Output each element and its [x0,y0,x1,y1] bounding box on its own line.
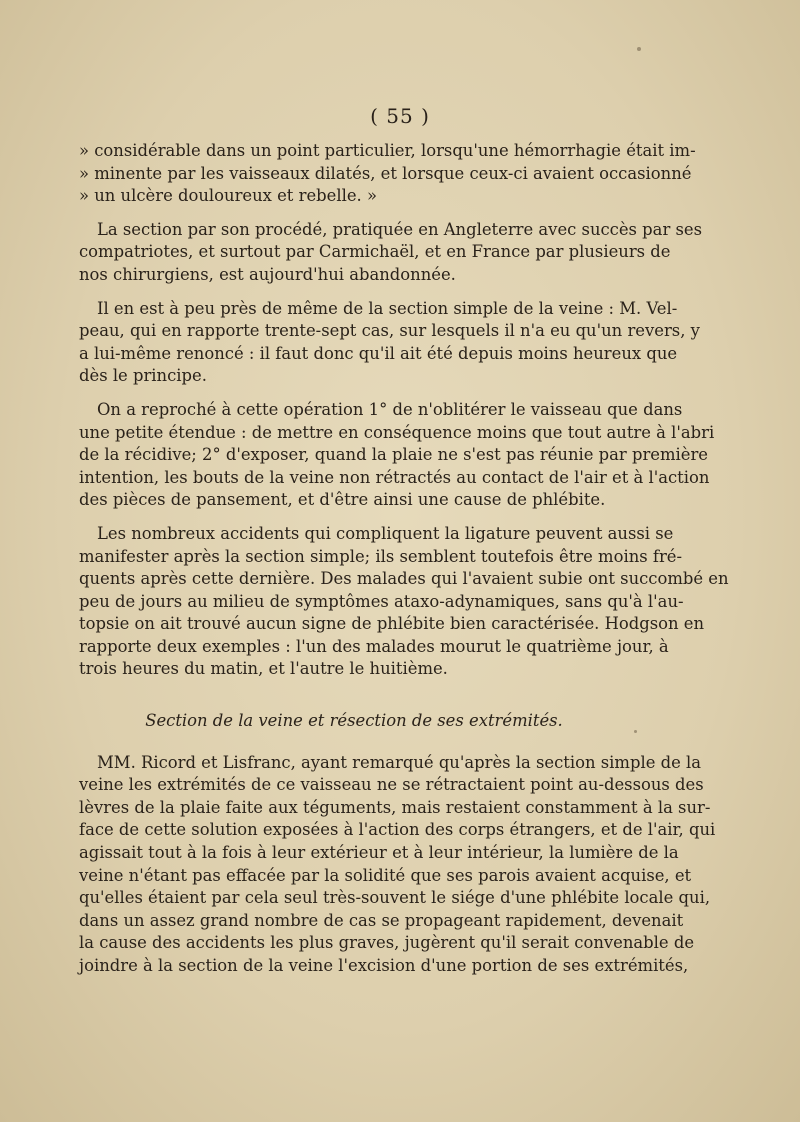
text-line: veine n'étant pas effacée par la solidité que ses parois avaient acquise, et [79,865,692,885]
text-line: peu de jours au milieu de symptômes ataxo-adynamiques, sans qu'à l'au- [79,591,684,611]
text-line: peau, qui en rapporte trente-sept cas, sur lesquels il n'a eu qu'un revers, y [79,321,700,341]
text-line: de la récidive; 2° d'exposer, quand la plaie ne s'est pas réunie par première [79,445,709,465]
page-number: ( 55 ) [370,104,430,128]
text-line: compatriotes, et surtout par Carmichaël, et en France par plusieurs de [79,242,671,262]
text-line: lèvres de la plaie faite aux téguments, mais restaient constamment à la sur- [79,797,711,817]
text-line: dès le principe. [79,366,207,386]
paper-speck [637,47,641,51]
text-line: des pièces de pansement, et d'être ainsi une cause de phlébite. [79,490,606,510]
paragraph-3 [79,298,700,388]
text-line: qu'elles étaient par cela seul très-souvent le siége d'une phlébite locale qui, [79,888,711,908]
body-text [79,140,729,978]
text-line: veine les extrémités de ce vaisseau ne se rétractaient point au-dessous des [79,775,704,795]
section-heading: Section de la veine et résection de ses extrémités. [145,711,563,731]
paragraph-6 [79,752,716,978]
text-line: dans un assez grand nombre de cas se propageant rapidement, devenait [79,910,684,930]
text-line: manifester après la section simple; ils semblent toutefois être moins fré- [79,546,683,566]
paragraph-2 [79,219,703,287]
text-line: agissait tout à la fois à leur extérieur et à leur intérieur, la lumière de la [79,843,679,863]
text-line: joindre à la section de la veine l'excision d'une portion de ses extrémités, [79,956,689,975]
text-line: intention, les bouts de la veine non rétractés au contact de l'air et à l'action [79,467,710,487]
text-line: a lui-même renoncé : il faut donc qu'il ait été depuis moins heureux que [79,343,678,363]
text-line: La section par son procédé, pratiquée en Angleterre avec succès par ses [97,219,703,239]
text-line: Les nombreux accidents qui compliquent la ligature peuvent aussi se [97,523,674,543]
text-line: nos chirurgiens, est aujourd'hui abandonnée. [79,264,456,284]
text-line: quents après cette dernière. Des malades qui l'avaient subie ont succombé en [79,569,729,589]
text-line: topsie on ait trouvé aucun signe de phlébite bien caractérisée. Hodgson en [79,614,705,634]
text-line: » considérable dans un point particulier, lorsqu'une hémorrhagie était im- [79,141,696,160]
text-line: On a reproché à cette opération 1° de n'oblitérer le vaisseau que dans [97,399,683,419]
paragraph-1 [79,140,696,208]
text-line: trois heures du matin, et l'autre le huitième. [79,659,448,679]
text-line: face de cette solution exposées à l'action des corps étrangers, et de l'air, qui [79,820,716,840]
paper-speck [634,730,637,733]
text-line: Il en est à peu près de même de la section simple de la veine : M. Vel- [97,298,678,318]
paragraph-5 [79,523,729,681]
text-line: » minente par les vaisseaux dilatés, et lorsque ceux-ci avaient occasionné [79,163,692,183]
paragraph-4 [79,399,715,512]
text-line: » un ulcère douloureux et rebelle. » [79,186,377,206]
text-line: rapporte deux exemples : l'un des malades mourut le quatrième jour, à [79,636,669,656]
text-line: MM. Ricord et Lisfranc, ayant remarqué qu'après la section simple de la [97,752,702,772]
text-line: une petite étendue : de mettre en conséquence moins que tout autre à l'abri [79,422,715,442]
text-line: la cause des accidents les plus graves, jugèrent qu'il serait convenable de [79,933,695,953]
